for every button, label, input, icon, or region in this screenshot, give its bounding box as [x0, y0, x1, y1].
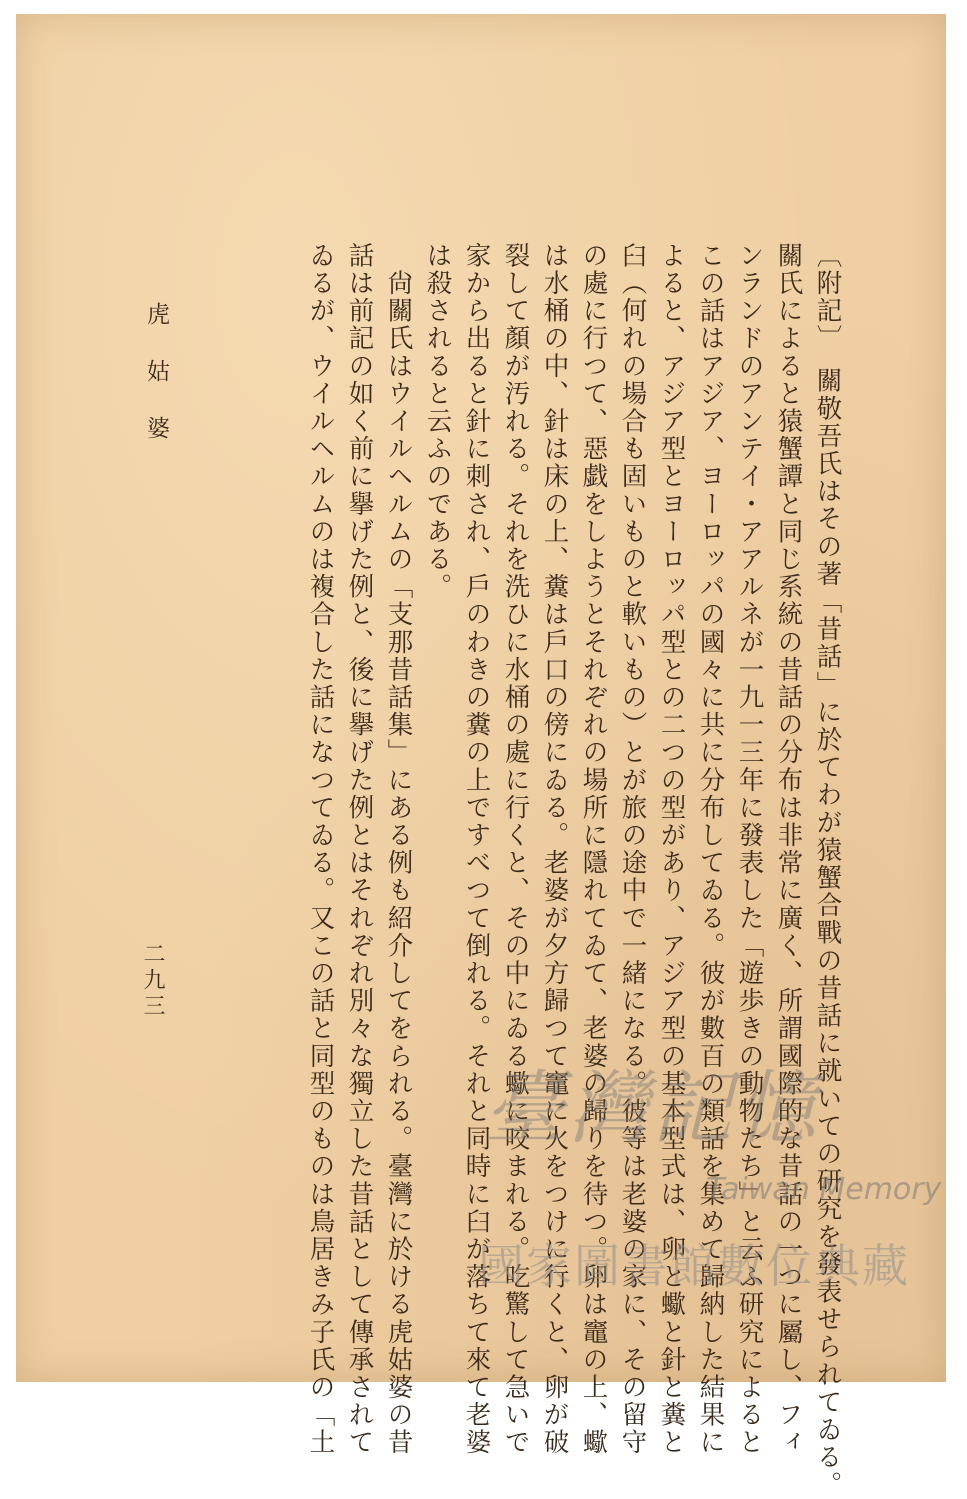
- body-column-12: 尙關氏はウイルヘルムの「支那昔話集」にある例も紹介してをられる。臺灣に於ける虎姑婆の昔: [383, 242, 414, 1457]
- watermark-logo: 臺灣記憶: [484, 1062, 820, 1155]
- watermark-english: Taiwan Memory: [706, 1172, 942, 1207]
- body-column-13: 話は前記の如く前に擧げた例と、後に擧げた例とはそれぞれ別々な獨立した昔話として傳承されて: [344, 242, 375, 1457]
- body-column-11: は殺されると云ふのである。: [422, 242, 453, 601]
- running-title: 虎姑婆: [143, 302, 169, 473]
- body-column-8: は水桶の中、針は床の上、糞は戶口の傍にゐる。老婆が夕方歸つて竈に火をつけに行くと、卵が破: [539, 242, 570, 1457]
- body-column-1: 〔附記〕 關敬吾氏はその著「昔話」に於てわが猿蟹合戰の昔話に就いての研究を發表せられてゐる。: [812, 242, 843, 1499]
- body-column-2: 關氏によると猿蟹譚と同じ系統の昔話の分布は非常に廣く、所謂國際的な昔話の一つに屬し、フィ: [773, 242, 804, 1457]
- body-column-10: 家から出ると針に刺され、戶のわきの糞の上ですべつて倒れる。それと同時に臼が落ちて來て老婆: [461, 242, 492, 1457]
- body-column-5: よると、アジア型とヨーロッパ型との二つの型があり、アジア型の基本型式は、卵と蠍と針と糞と: [656, 242, 687, 1457]
- body-column-3: ンランドのアンテイ・アアルネが一九一三年に發表した「遊歩きの動物たち」と云ふ研究によると: [734, 242, 765, 1457]
- body-column-9: 裂して顏が汚れる。それを洗ひに水桶の處に行くと、その中にゐる蠍に咬まれる。吃驚して急いで: [500, 242, 531, 1457]
- watermark-chinese: 國家圖書館數位典藏: [478, 1239, 910, 1293]
- body-column-6: 臼（何れの場合も固いものと軟いもの）とが旅の途中で一緒になる。彼等は老婆の家に、その留守: [617, 242, 648, 1457]
- book-page: [16, 14, 946, 1499]
- page-number: 二九三: [140, 942, 165, 1020]
- body-column-4: この話はアジア、ヨーロッパの國々に共に分布してゐる。彼が數百の類話を集めて歸納した結果に: [695, 242, 726, 1457]
- body-column-14: ゐるが、ウイルヘルムのは複合した話になつてゐる。又この話と同型のものは鳥居きみ子氏の「土: [305, 242, 336, 1457]
- body-column-7: の處に行つて、惡戯をしようとそれぞれの場所に隱れてゐて、老婆の歸りを待つ。卵は竈の上、蠍: [578, 242, 609, 1457]
